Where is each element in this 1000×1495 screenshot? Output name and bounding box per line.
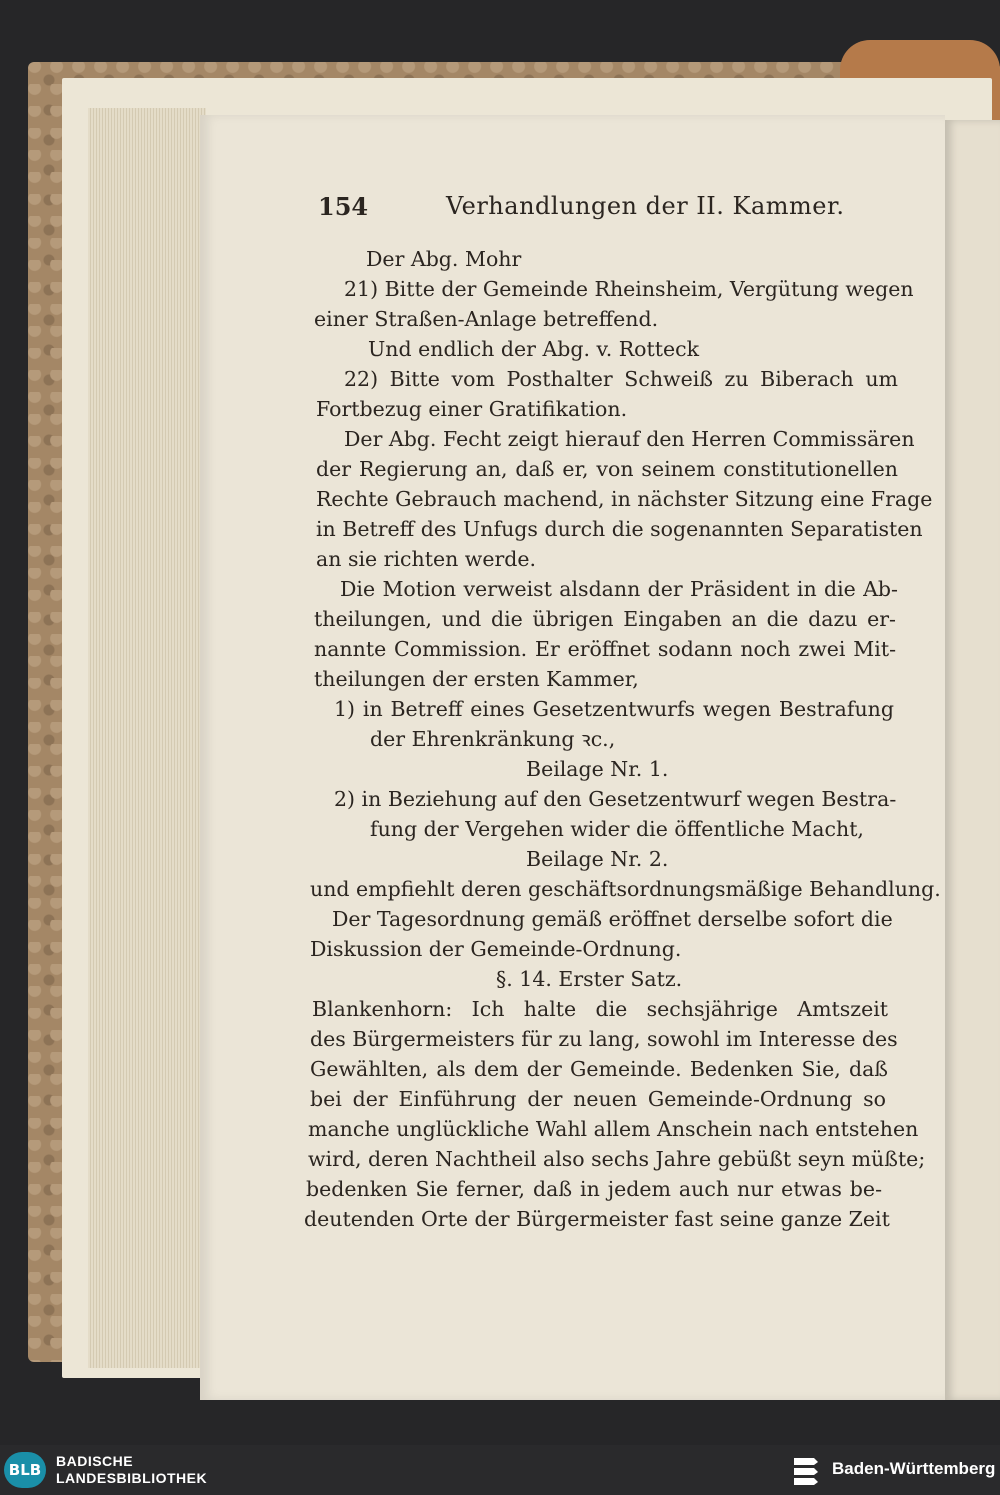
- text-line: bedenken Sie ferner, daß in jedem auch nur etwas be-: [306, 1177, 882, 1201]
- text-line: bei der Einführung der neuen Gemeinde-Ordnung so: [310, 1087, 886, 1111]
- text-line: nannte Commission. Er eröffnet sodann noch zwei Mit-: [314, 637, 896, 661]
- text-line: der Regierung an, daß er, von seinem constitutionellen: [316, 457, 898, 481]
- running-head: Verhandlungen der II. Kammer.: [446, 192, 845, 220]
- lions-emblem-icon: [790, 1452, 822, 1488]
- text-line: wird, deren Nachtheil also sechs Jahre gebüßt seyn müßte;: [308, 1147, 926, 1171]
- text-line: Beilage Nr. 2.: [526, 847, 669, 871]
- text-line: Beilage Nr. 1.: [526, 757, 669, 781]
- text-line: Und endlich der Abg. v. Rotteck: [368, 337, 700, 361]
- text-line: 21) Bitte der Gemeinde Rheinsheim, Vergütung wegen: [344, 277, 914, 301]
- library-name: [56, 1453, 207, 1487]
- text-line: der Ehrenkränkung ꝛc.,: [370, 727, 616, 751]
- text-line: Der Tagesordnung gemäß eröffnet derselbe sofort die: [332, 907, 893, 931]
- text-line: theilungen, und die übrigen Eingaben an die dazu er-: [314, 607, 896, 631]
- blb-logo-icon: BLB: [4, 1452, 46, 1488]
- text-line: Der Abg. Mohr: [366, 247, 522, 271]
- text-line: Der Abg. Fecht zeigt hierauf den Herren Commissären: [344, 427, 915, 451]
- text-line: des Bürgermeisters für zu lang, sowohl im Interesse des: [310, 1027, 898, 1051]
- text-line: 22) Bitte vom Posthalter Schweiß zu Biberach um: [344, 367, 898, 391]
- text-line: Fortbezug einer Gratifikation.: [316, 397, 628, 421]
- viewer-footer: [0, 1445, 1000, 1495]
- text-line: einer Straßen-Anlage betreffend.: [314, 307, 659, 331]
- text-line: Diskussion der Gemeinde-Ordnung.: [310, 937, 682, 961]
- page-number: 154: [318, 192, 369, 221]
- library-name-line-2: LANDESBIBLIOTHEK: [56, 1470, 208, 1486]
- text-line: an sie richten werde.: [316, 547, 537, 571]
- facing-page: [945, 120, 1000, 1400]
- text-line: und empfiehlt deren geschäftsordnungsmäßige Behandlung.: [310, 877, 941, 901]
- section-heading: §. 14. Erster Satz.: [496, 967, 683, 991]
- text-line: Gewählten, als dem der Gemeinde. Bedenken Sie, daß: [310, 1057, 888, 1081]
- text-line: 1) in Betreff eines Gesetzentwurfs wegen Bestrafung: [334, 697, 894, 721]
- text-line: theilungen der ersten Kammer,: [314, 667, 639, 691]
- text-line: manche unglückliche Wahl allem Anschein nach entstehen: [308, 1117, 919, 1141]
- text-line: Rechte Gebrauch machend, in nächster Sitzung eine Frage: [316, 487, 933, 511]
- text-line: Blankenhorn: Ich halte die sechsjährige Amtszeit: [312, 997, 888, 1021]
- page-stack-edge: [88, 108, 206, 1368]
- text-line: deutenden Orte der Bürgermeister fast seine ganze Zeit: [304, 1207, 890, 1231]
- state-name: Baden-Württemberg: [832, 1459, 996, 1478]
- text-line: 2) in Beziehung auf den Gesetzentwurf wegen Bestra-: [334, 787, 897, 811]
- text-line: fung der Vergehen wider die öffentliche Macht,: [370, 817, 864, 841]
- text-line: in Betreff des Unfugs durch die sogenannten Separatisten: [316, 517, 923, 541]
- library-name-line-1: BADISCHE: [56, 1453, 134, 1469]
- text-line: Die Motion verweist alsdann der Präsident in die Ab-: [340, 577, 898, 601]
- page-header: [318, 192, 898, 226]
